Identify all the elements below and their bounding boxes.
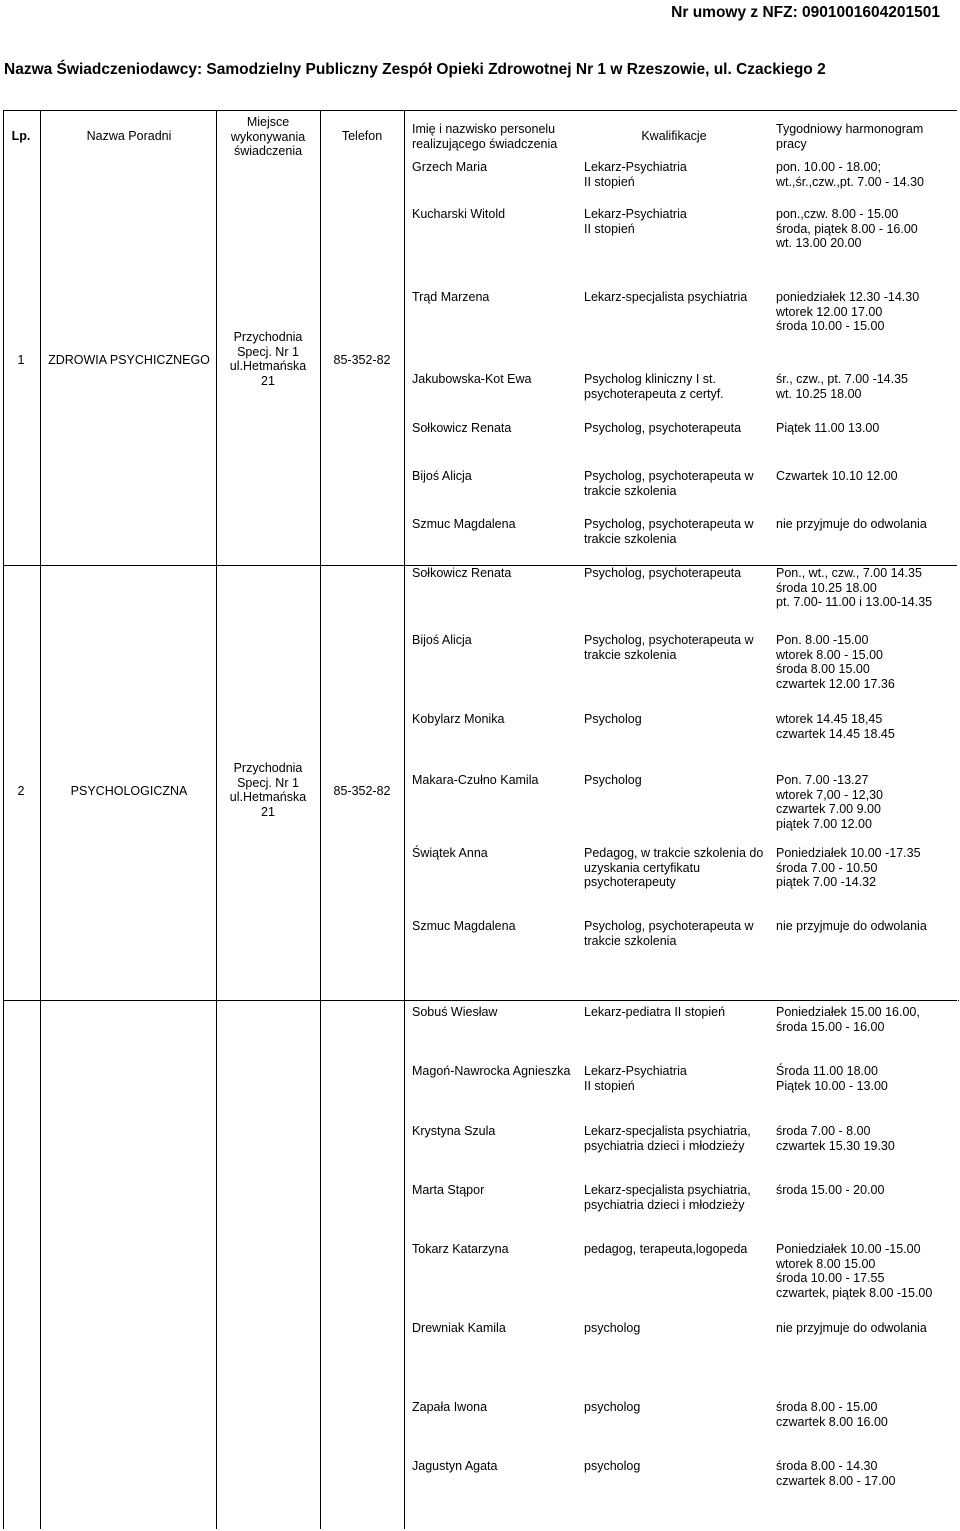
staff-qualifications: Psycholog, psychoterapeuta w trakcie szkolenia [584, 633, 754, 662]
staff-schedule: Poniedziałek 10.00 -17.35 środa 7.00 - 10.50 piątek 7.00 -14.32 [776, 846, 921, 889]
clinic-number: 1 [17, 353, 25, 367]
staff-schedule: środa 8.00 - 15.00 czwartek 8.00 16.00 [776, 1400, 888, 1429]
staff-qualifications: psycholog [584, 1400, 641, 1414]
clinic-place: Przychodnia Specj. Nr 1 ul.Hetmańska 21 [229, 330, 307, 388]
staff-name: Sołkowicz Renata [412, 566, 512, 580]
staff-qualifications: Pedagog, w trakcie szkolenia do uzyskania certyfikatu psychoterapeuty [584, 846, 764, 889]
staff-schedule: Pon., wt., czw., 7.00 14.35 środa 10.25 18.00 pt. 7.00- 11.00 i 13.00-14.35 [776, 566, 933, 609]
clinic-name: ZDROWIA PSYCHICZNEGO [48, 353, 210, 367]
column-divider [320, 110, 321, 1529]
staff-qualifications: Lekarz-specjalista psychiatria, psychiatria dzieci i młodzieży [584, 1183, 751, 1212]
staff-name: Marta Stąpor [412, 1183, 485, 1197]
column-divider [404, 110, 405, 1529]
staff-schedule: pon. 10.00 - 18.00; wt.,śr.,czw.,pt. 7.00 - 14.30 [776, 160, 924, 189]
staff-qualifications: Psycholog, psychoterapeuta [584, 421, 742, 435]
staff-name: Zapała Iwona [412, 1400, 488, 1414]
column-divider [40, 110, 41, 1529]
table-border-left [3, 110, 4, 1529]
staff-qualifications: Psycholog kliniczny I st. psychoterapeuta z certyf. [584, 372, 724, 401]
column-divider [216, 110, 217, 1529]
staff-schedule: środa 7.00 - 8.00 czwartek 15.30 19.30 [776, 1124, 895, 1153]
staff-qualifications: psycholog [584, 1321, 641, 1335]
staff-name: Szmuc Magdalena [412, 919, 516, 933]
staff-schedule: Pon. 7.00 -13.27 wtorek 7,00 - 12,30 czwartek 7.00 9.00 piątek 7.00 12.00 [776, 773, 884, 831]
staff-qualifications: Lekarz-pediatra II stopień [584, 1005, 726, 1019]
staff-schedule: środa 15.00 - 20.00 [776, 1183, 885, 1197]
clinic-phone: 85-352-82 [333, 353, 391, 367]
staff-schedule: nie przyjmuje do odwolania [776, 919, 927, 933]
contract-number: Nr umowy z NFZ: 0901001604201501 [671, 4, 940, 21]
table-border-top [3, 110, 957, 111]
staff-name: Krystyna Szula [412, 1124, 496, 1138]
header-schedule: Tygodniowy harmonogram pracy [776, 122, 924, 151]
staff-schedule: poniedziałek 12.30 -14.30 wtorek 12.00 17.00 środa 10.00 - 15.00 [776, 290, 920, 333]
staff-qualifications: Lekarz-Psychiatria II stopień [584, 1064, 687, 1093]
staff-schedule: wtorek 14.45 18,45 czwartek 14.45 18.45 [776, 712, 895, 741]
staff-qualifications: psycholog [584, 1459, 641, 1473]
staff-schedule: nie przyjmuje do odwolania [776, 517, 927, 531]
staff-qualifications: pedagog, terapeuta,logopeda [584, 1242, 748, 1256]
staff-qualifications: Lekarz-specjalista psychiatria, psychiatria dzieci i młodzieży [584, 1124, 751, 1153]
staff-schedule: Piątek 11.00 13.00 [776, 421, 880, 435]
provider-name: Nazwa Świadczeniodawcy: Samodzielny Publiczny Zespół Opieki Zdrowotnej Nr 1 w Rzeszowie, ul. Czackiego 2 [4, 61, 826, 78]
staff-schedule: środa 8.00 - 14.30 czwartek 8.00 - 17.00 [776, 1459, 896, 1488]
staff-name: Tokarz Katarzyna [412, 1242, 509, 1256]
staff-name: Grzech Maria [412, 160, 488, 174]
staff-name: Jagustyn Agata [412, 1459, 498, 1473]
staff-qualifications: Lekarz-Psychiatria II stopień [584, 160, 687, 189]
staff-schedule: Poniedziałek 15.00 16.00, środa 15.00 - 16.00 [776, 1005, 920, 1034]
header-lp: Lp. [11, 129, 31, 143]
table-border-right [958, 1000, 959, 1001]
clinic-number: 2 [17, 784, 25, 798]
staff-name: Bijoś Alicja [412, 469, 472, 483]
staff-name: Sobuś Wiesław [412, 1005, 498, 1019]
staff-schedule: śr., czw., pt. 7.00 -14.35 wt. 10.25 18.00 [776, 372, 909, 401]
header-place: Miejsce wykonywania świadczenia [230, 115, 306, 158]
staff-name: Magoń-Nawrocka Agnieszka [412, 1064, 571, 1078]
clinic-name: PSYCHOLOGICZNA [70, 784, 188, 798]
staff-qualifications: Psycholog, psychoterapeuta [584, 566, 742, 580]
clinic-place: Przychodnia Specj. Nr 1 ul.Hetmańska 21 [229, 761, 307, 819]
staff-qualifications: Psycholog [584, 712, 642, 726]
staff-schedule: Pon. 8.00 -15.00 wtorek 8.00 - 15.00 środa 8.00 15.00 czwartek 12.00 17.36 [776, 633, 895, 691]
staff-name: Świątek Anna [412, 846, 488, 860]
staff-name: Makara-Czułno Kamila [412, 773, 539, 787]
staff-qualifications: Psycholog, psychoterapeuta w trakcie szkolenia [584, 919, 754, 948]
clinic-phone: 85-352-82 [333, 784, 391, 798]
staff-name: Sołkowicz Renata [412, 421, 512, 435]
staff-qualifications: Psycholog, psychoterapeuta w trakcie szkolenia [584, 469, 754, 498]
header-clinic-name: Nazwa Poradni [86, 129, 172, 143]
header-qualifications: Kwalifikacje [641, 129, 707, 143]
staff-name: Drewniak Kamila [412, 1321, 506, 1335]
staff-name: Bijoś Alicja [412, 633, 472, 647]
staff-name: Jakubowska-Kot Ewa [412, 372, 532, 386]
staff-qualifications: Psycholog, psychoterapeuta w trakcie szkolenia [584, 517, 754, 546]
staff-schedule: nie przyjmuje do odwolania [776, 1321, 927, 1335]
staff-schedule: Środa 11.00 18.00 Piątek 10.00 - 13.00 [776, 1064, 888, 1093]
staff-name: Kobylarz Monika [412, 712, 505, 726]
staff-name: Kucharski Witold [412, 207, 506, 221]
staff-qualifications: Psycholog [584, 773, 642, 787]
section-divider [3, 1000, 957, 1001]
header-staff: Imię i nazwisko personelu realizującego świadczenia [412, 122, 558, 151]
staff-schedule: Poniedziałek 10.00 -15.00 wtorek 8.00 15.00 środa 10.00 - 17.55 czwartek, piątek 8.00 -15.00 [776, 1242, 933, 1300]
staff-schedule: Czwartek 10.10 12.00 [776, 469, 898, 483]
staff-name: Szmuc Magdalena [412, 517, 516, 531]
header-phone: Telefon [341, 129, 383, 143]
staff-qualifications: Lekarz-specjalista psychiatria [584, 290, 748, 304]
staff-name: Trąd Marzena [412, 290, 490, 304]
staff-schedule: pon.,czw. 8.00 - 15.00 środa, piątek 8.00 - 16.00 wt. 13.00 20.00 [776, 207, 918, 250]
staff-qualifications: Lekarz-Psychiatria II stopień [584, 207, 687, 236]
